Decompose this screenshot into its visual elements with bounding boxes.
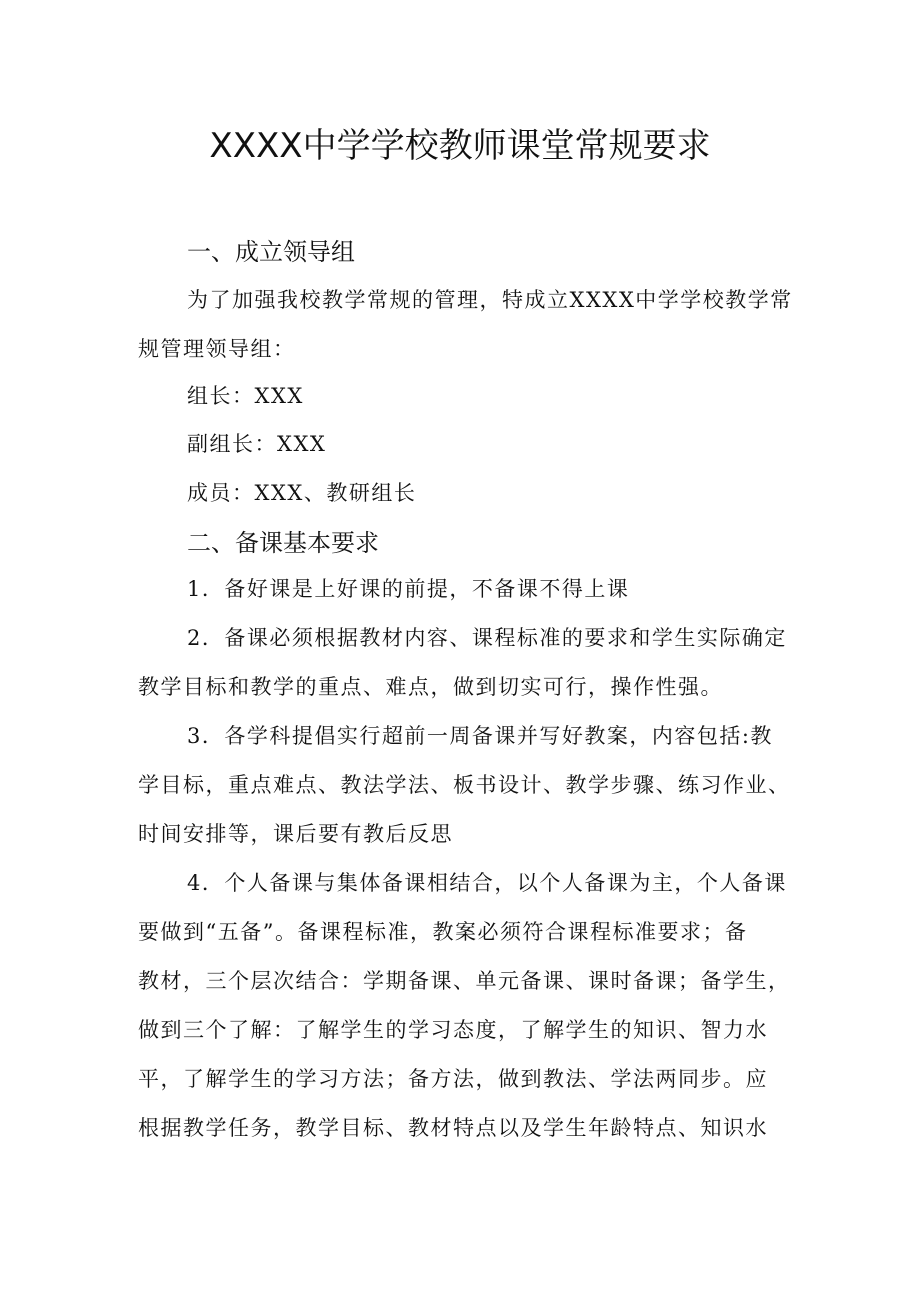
section-2-heading: 二、备课基本要求: [187, 529, 379, 557]
section-1-paragraph-line: 为了加强我校教学常规的管理，特成立XXXX中学学校教学常: [187, 288, 793, 312]
item-3-line: 学目标，重点难点、教法学法、板书设计、教学步骤、练习作业、: [138, 773, 791, 797]
item-3-line: 3．各学科提倡实行超前一周备课并写好教案，内容包括:教: [187, 724, 773, 748]
section-1-paragraph-line: 规管理领导组：: [138, 337, 296, 361]
item-4-line: 做到三个了解：了解学生的学习态度，了解学生的知识、智力水: [138, 1018, 768, 1042]
vice-leader-line: 副组长：XXX: [187, 432, 327, 456]
item-4-line: 平，了解学生的学习方法；备方法，做到教法、学法两同步。应: [138, 1067, 768, 1091]
document-title: XXXX中学学校教师课堂常规要求: [209, 126, 711, 166]
item-2-line: 2．备课必须根据教材内容、课程标准的要求和学生实际确定: [187, 626, 787, 650]
item-4-line: 要做到“五备”。备课程标准，教案必须符合课程标准要求；备: [138, 920, 748, 944]
item-4-line: 教材，三个层次结合：学期备课、单元备课、课时备课；备学生，: [138, 969, 791, 993]
item-4-line: 4．个人备课与集体备课相结合，以个人备课为主，个人备课: [187, 871, 787, 895]
section-1-heading: 一、成立领导组: [187, 238, 355, 266]
item-2-line: 教学目标和教学的重点、难点，做到切实可行，操作性强。: [138, 675, 723, 699]
members-line: 成员：XXX、教研组长: [187, 481, 417, 505]
leader-line: 组长：XXX: [187, 384, 304, 408]
item-3-line: 时间安排等，课后要有教后反思: [138, 822, 453, 846]
item-4-line: 根据教学任务，教学目标、教材特点以及学生年龄特点、知识水: [138, 1116, 768, 1140]
item-1-line: 1．备好课是上好课的前提，不备课不得上课: [187, 577, 630, 601]
